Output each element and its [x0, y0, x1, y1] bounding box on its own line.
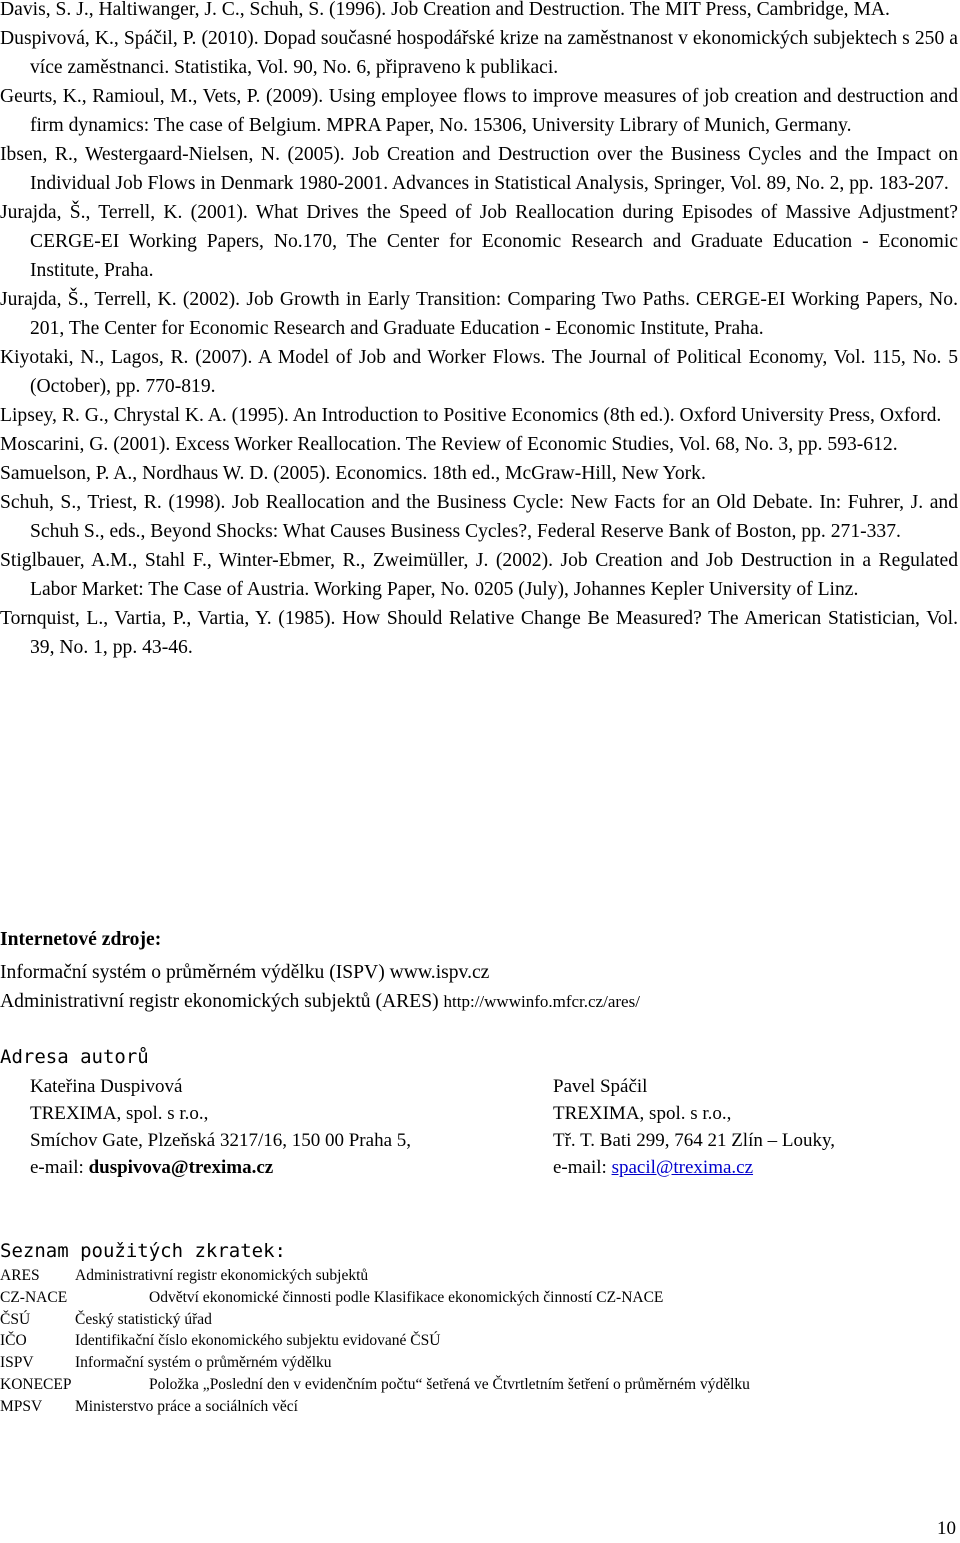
internet-source-text: Administrativní registr ekonomických subjektů (ARES): [0, 991, 444, 1012]
author-email-link[interactable]: spacil@trexima.cz: [611, 1157, 754, 1178]
abbreviation-row: [0, 1265, 930, 1287]
reference-list: [0, 0, 958, 662]
abbreviations-heading: Seznam použitých zkratek:: [0, 1240, 286, 1262]
abbreviation-value: Český statistický úřad: [75, 1310, 212, 1328]
reference-item: Jurajda, Š., Terrell, K. (2001). What Drives the Speed of Job Reallocation during Episodes of Massive Adjustment? CERGE-EI Working Papers, No.170, The Center for Economic Research and Graduate Education - Economic Institute, Praha.: [0, 202, 958, 281]
author-email-line: [553, 1154, 835, 1181]
reference-item: Geurts, K., Ramioul, M., Vets, P. (2009). Using employee flows to improve measures of job creation and destruction and firm dynamics: The case of Belgium. MPRA Paper, No. 15306, University Library of Munich, Germany.: [0, 86, 958, 136]
reference-item: Moscarini, G. (2001). Excess Worker Reallocation. The Review of Economic Studies, Vol. 68, No. 3, pp. 593-612.: [0, 434, 898, 455]
reference-item: Samuelson, P. A., Nordhaus W. D. (2005). Economics. 18th ed., McGraw-Hill, New York.: [0, 463, 706, 484]
reference-item: Duspivová, K., Spáčil, P. (2010). Dopad současné hospodářské krize na zaměstnanost v ekonomických subjektech s 250 a více zaměstnanci. Statistika, Vol. 90, No. 6, připraveno k publikaci.: [0, 28, 958, 78]
abbreviations-list: [0, 1265, 930, 1418]
internet-sources-list: [0, 958, 640, 1016]
abbreviation-key: ARES: [0, 1267, 40, 1284]
reference-item: Kiyotaki, N., Lagos, R. (2007). A Model of Job and Worker Flows. The Journal of Political Economy, Vol. 115, No. 5 (October), pp. 770-819.: [0, 347, 958, 397]
reference-item: Schuh, S., Triest, R. (1998). Job Reallocation and the Business Cycle: New Facts for an Old Debate. In: Fuhrer, J. and Schuh S., eds., Beyond Shocks: What Causes Business Cycles?, Federal Reserve Bank of Boston, pp. 271-337.: [0, 492, 958, 542]
author-name: Kateřina Duspivová: [30, 1076, 183, 1097]
abbreviation-row: [0, 1287, 930, 1309]
author-block: [30, 1073, 411, 1181]
abbreviation-key: ISPV: [0, 1354, 34, 1372]
abbreviation-row: [0, 1330, 930, 1352]
abbreviation-value: Odvětví ekonomické činnosti podle Klasifikace ekonomických činností CZ-NACE: [149, 1288, 664, 1306]
abbreviation-row: [0, 1396, 930, 1418]
abbreviation-row: [0, 1374, 930, 1396]
abbreviation-value: Ministerstvo práce a sociálních věcí: [75, 1397, 298, 1415]
abbreviation-value: Položka „Poslední den v evidenčním počtu“ šetřená ve Čtvrtletním šetření o průměrném výdělku: [149, 1375, 750, 1393]
reference-item: Tornquist, L., Vartia, P., Vartia, Y. (1985). How Should Relative Change Be Measured? The American Statistician, Vol. 39, No. 1, pp. 43-46.: [0, 608, 958, 658]
abbreviation-key: MPSV: [0, 1397, 43, 1415]
author-block: [553, 1073, 835, 1181]
abbreviation-row: [0, 1352, 930, 1374]
author-name: Pavel Spáčil: [553, 1076, 648, 1097]
abbreviation-row: [0, 1309, 930, 1331]
abbreviation-key: CZ-NACE: [0, 1288, 68, 1306]
internet-source-url[interactable]: http://wwwinfo.mfcr.cz/ares/: [443, 992, 640, 1011]
internet-source-item: [0, 958, 640, 987]
abbreviation-key: KONECEP: [0, 1375, 72, 1393]
abbreviation-value: Informační systém o průměrném výdělku: [75, 1354, 332, 1372]
internet-source-item: [0, 987, 640, 1016]
reference-item: Stiglbauer, A.M., Stahl F., Winter-Ebmer, R., Zweimüller, J. (2002). Job Creation and Job Destruction in a Regulated Labor Market: The Case of Austria. Working Paper, No. 0205 (July), Johannes Kepler University of Linz.: [0, 550, 958, 600]
author-email-line: [30, 1154, 411, 1181]
abbreviation-key: ČSÚ: [0, 1310, 31, 1328]
abbreviation-key: IČO: [0, 1332, 27, 1350]
reference-item: Lipsey, R. G., Chrystal K. A. (1995). An Introduction to Positive Economics (8th ed.). Oxford University Press, Oxford.: [0, 405, 942, 426]
internet-source-text: Informační systém o průměrném výdělku (ISPV) www.ispv.cz: [0, 962, 490, 983]
reference-item: Davis, S. J., Haltiwanger, J. C., Schuh, S. (1996). Job Creation and Destruction. The MIT Press, Cambridge, MA.: [0, 0, 890, 20]
email-label: e-mail:: [553, 1157, 612, 1178]
abbreviation-value: Identifikační číslo ekonomického subjektu evidované ČSÚ: [75, 1332, 441, 1350]
internet-sources-heading: Internetové zdroje:: [0, 929, 162, 950]
page-number: 10: [937, 1518, 956, 1539]
email-label: e-mail:: [30, 1157, 89, 1178]
author-email: duspivova@trexima.cz: [88, 1157, 274, 1178]
author-address: Tř. T. Bati 299, 764 21 Zlín – Louky,: [553, 1130, 835, 1151]
author-organization: TREXIMA, spol. s r.o.,: [30, 1103, 209, 1124]
abbreviation-value: Administrativní registr ekonomických subjektů: [75, 1267, 369, 1284]
author-address: Smíchov Gate, Plzeňská 3217/16, 150 00 Praha 5,: [30, 1130, 412, 1151]
author-organization: TREXIMA, spol. s r.o.,: [553, 1103, 732, 1124]
reference-item: Ibsen, R., Westergaard-Nielsen, N. (2005). Job Creation and Destruction over the Business Cycles and the Impact on Individual Job Flows in Denmark 1980-2001. Advances in Statistical Analysis, Springer, Vol. 89, No. 2, pp. 183-207.: [0, 144, 958, 194]
authors-heading: Adresa autorů: [0, 1046, 149, 1068]
reference-item: Jurajda, Š., Terrell, K. (2002). Job Growth in Early Transition: Comparing Two Paths. CERGE-EI Working Papers, No. 201, The Center for Economic Research and Graduate Education - Economic Institute, Praha.: [0, 289, 958, 339]
